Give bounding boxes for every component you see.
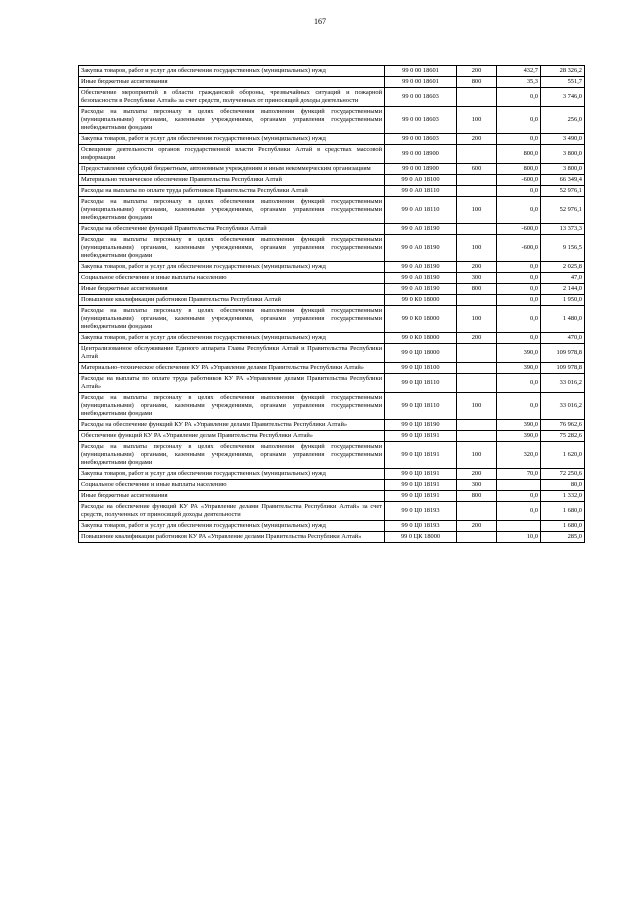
row-expense-type [457, 186, 497, 197]
row-amount-total: 1 480,0 [541, 306, 585, 333]
table-row [79, 469, 585, 480]
row-code: 99 0 Ц0 18110 [385, 374, 457, 393]
row-name: Материально техническое обеспечение Правительства Республики Алтай [79, 175, 385, 186]
row-code: 99 0 Ц0 18191 [385, 480, 457, 491]
row-amount-total: 1 950,0 [541, 295, 585, 306]
row-amount-total: 9 156,5 [541, 235, 585, 262]
row-code: 99 0 Ц0 18191 [385, 491, 457, 502]
row-name: Социальное обеспечение и иные выплаты населению [79, 273, 385, 284]
row-amount-change [497, 521, 541, 532]
row-expense-type [457, 88, 497, 107]
page-number: 167 [314, 17, 326, 26]
row-amount-change: 0,0 [497, 393, 541, 420]
row-name: Закупка товаров, работ и услуг для обеспечения государственных (муниципальных) нужд [79, 333, 385, 344]
row-expense-type: 100 [457, 197, 497, 224]
row-amount-total: 28 326,2 [541, 66, 585, 77]
row-amount-total: 75 282,6 [541, 431, 585, 442]
row-amount-total: 3 800,0 [541, 145, 585, 164]
row-code: 99 0 00 18900 [385, 145, 457, 164]
row-expense-type [457, 532, 497, 543]
table-row [79, 431, 585, 442]
row-name: Иные бюджетные ассигнования [79, 77, 385, 88]
row-amount-total: 256,0 [541, 107, 585, 134]
row-name: Обеспечение мероприятий в области гражданской обороны, чрезвычайных ситуаций и пожарной безопасности в Республике Алтай» за счет средств, полученных от приносящей доходы деятельности [79, 88, 385, 107]
row-amount-total: 1 680,0 [541, 502, 585, 521]
row-name: Материально–техническое обеспечение КУ РА «Управление делами Правительства Республики Алтай» [79, 363, 385, 374]
table-row [79, 224, 585, 235]
row-expense-type: 200 [457, 262, 497, 273]
row-expense-type: 100 [457, 235, 497, 262]
row-name: Иные бюджетные ассигнования [79, 491, 385, 502]
table-row [79, 66, 585, 77]
row-amount-change: 0,0 [497, 491, 541, 502]
row-code: 99 0 00 18603 [385, 134, 457, 145]
row-amount-change: 0,0 [497, 502, 541, 521]
row-amount-change: 800,0 [497, 164, 541, 175]
row-name: Обеспечение функций КУ РА «Управление делам Правительства Республики Алтай» [79, 431, 385, 442]
row-amount-change: 35,3 [497, 77, 541, 88]
row-name: Расходы на выплаты персоналу в целях обеспечения выполнения функций государственными (муниципальными) органами, казенными учреждениями, органами управления государственными внебюджетными фондами [79, 197, 385, 224]
row-amount-change: 432,7 [497, 66, 541, 77]
table-row [79, 284, 585, 295]
row-amount-total: 3 800,0 [541, 164, 585, 175]
table-row [79, 164, 585, 175]
row-amount-change: 70,0 [497, 469, 541, 480]
row-code: 99 0 А0 18190 [385, 224, 457, 235]
row-amount-total: 47,0 [541, 273, 585, 284]
row-code: 99 0 А0 18190 [385, 284, 457, 295]
row-amount-total: 52 976,1 [541, 186, 585, 197]
table-row [79, 186, 585, 197]
row-expense-type: 800 [457, 491, 497, 502]
table-row [79, 393, 585, 420]
table-row [79, 107, 585, 134]
row-amount-total: 1 620,0 [541, 442, 585, 469]
row-name: Расходы на выплаты по оплате труда работников КУ РА «Управление делами Правительства Республики Алтай» [79, 374, 385, 393]
row-name: Социальное обеспечение и иные выплаты населению [79, 480, 385, 491]
table-row [79, 197, 585, 224]
row-amount-total: 33 016,2 [541, 374, 585, 393]
row-amount-total: 551,7 [541, 77, 585, 88]
row-amount-change: 0,0 [497, 273, 541, 284]
row-name: Повышение квалификации работников Правительства Республики Алтай [79, 295, 385, 306]
row-expense-type [457, 295, 497, 306]
row-expense-type [457, 363, 497, 374]
row-code: 99 0 ЦК 18000 [385, 532, 457, 543]
row-expense-type: 100 [457, 107, 497, 134]
row-amount-change: 0,0 [497, 134, 541, 145]
row-expense-type: 300 [457, 480, 497, 491]
row-code: 99 0 К0 18000 [385, 295, 457, 306]
row-expense-type: 200 [457, 66, 497, 77]
row-code: 99 0 00 18603 [385, 107, 457, 134]
row-expense-type: 800 [457, 284, 497, 295]
row-name: Расходы на выплаты персоналу в целях обеспечения выполнения функций государственными (муниципальными) органами, казенными учреждениями, органами управления государственными внебюджетными фондами [79, 442, 385, 469]
row-amount-change: 0,0 [497, 186, 541, 197]
table-row [79, 442, 585, 469]
row-amount-total: 470,0 [541, 333, 585, 344]
row-code: 99 0 А0 18190 [385, 235, 457, 262]
table-row [79, 480, 585, 491]
row-amount-total: 52 976,1 [541, 197, 585, 224]
row-amount-change: 390,0 [497, 420, 541, 431]
row-amount-change: 0,0 [497, 262, 541, 273]
row-amount-total: 2 025,8 [541, 262, 585, 273]
row-amount-change: 320,0 [497, 442, 541, 469]
row-expense-type [457, 374, 497, 393]
row-amount-change: -600,0 [497, 175, 541, 186]
row-expense-type [457, 502, 497, 521]
table-row [79, 262, 585, 273]
row-amount-change: 390,0 [497, 431, 541, 442]
row-amount-total: 109 978,8 [541, 344, 585, 363]
row-amount-change: -600,0 [497, 224, 541, 235]
row-code: 99 0 00 18900 [385, 164, 457, 175]
table-row [79, 333, 585, 344]
row-name: Расходы на обеспечение функций КУ РА «Управление делами Правительства Республики Алтай» [79, 420, 385, 431]
row-amount-total: 3 490,0 [541, 134, 585, 145]
row-amount-change: 0,0 [497, 197, 541, 224]
row-code: 99 0 Ц0 18191 [385, 469, 457, 480]
row-amount-change: 0,0 [497, 333, 541, 344]
row-code: 99 0 А0 18110 [385, 186, 457, 197]
row-amount-total: 1 332,0 [541, 491, 585, 502]
row-code: 99 0 00 18601 [385, 77, 457, 88]
row-name: Закупка товаров, работ и услуг для обеспечения государственных (муниципальных) нужд [79, 134, 385, 145]
table-row [79, 521, 585, 532]
row-code: 99 0 А0 18100 [385, 175, 457, 186]
row-amount-change: 0,0 [497, 88, 541, 107]
row-amount-change: -600,0 [497, 235, 541, 262]
row-code: 99 0 К0 18000 [385, 333, 457, 344]
row-expense-type [457, 420, 497, 431]
row-expense-type [457, 224, 497, 235]
table-row [79, 502, 585, 521]
row-amount-total: 13 373,3 [541, 224, 585, 235]
row-amount-total: 109 978,8 [541, 363, 585, 374]
budget-table [78, 65, 585, 543]
table-row [79, 363, 585, 374]
row-amount-change: 0,0 [497, 284, 541, 295]
row-name: Расходы на выплаты персоналу в целях обеспечения выполнения функций государственными (муниципальными) органами, казенными учреждениями, органами управления государственными внебюджетными фондами [79, 235, 385, 262]
row-expense-type [457, 175, 497, 186]
row-expense-type: 300 [457, 273, 497, 284]
row-expense-type: 200 [457, 521, 497, 532]
table-row [79, 295, 585, 306]
row-expense-type: 800 [457, 77, 497, 88]
table-row [79, 306, 585, 333]
row-amount-total: 285,0 [541, 532, 585, 543]
row-code: 99 0 Ц0 18000 [385, 344, 457, 363]
row-code: 99 0 Ц0 18191 [385, 431, 457, 442]
row-name: Закупка товаров, работ и услуг для обеспечения государственных (муниципальных) нужд [79, 66, 385, 77]
table-row [79, 273, 585, 284]
row-amount-total: 1 680,0 [541, 521, 585, 532]
table-row [79, 420, 585, 431]
row-expense-type: 100 [457, 306, 497, 333]
row-code: 99 0 Ц0 18110 [385, 393, 457, 420]
row-code: 99 0 Ц0 18191 [385, 442, 457, 469]
row-name: Централизованное обслуживание Единого аппарата Главы Республики Алтай и Правительства Республики Алтай [79, 344, 385, 363]
row-expense-type: 200 [457, 134, 497, 145]
row-name: Расходы на выплаты персоналу в целях обеспечения выполнения функций государственными (муниципальными) органами, казенными учреждениями, органами управления государственными внебюджетными фондами [79, 306, 385, 333]
row-expense-type [457, 344, 497, 363]
table-row [79, 175, 585, 186]
row-expense-type [457, 145, 497, 164]
row-name: Закупка товаров, работ и услуг для обеспечения государственных (муниципальных) нужд [79, 262, 385, 273]
row-name: Расходы на выплаты по оплате труда работников Правительства Республики Алтай [79, 186, 385, 197]
row-code: 99 0 Ц0 18193 [385, 502, 457, 521]
table-row [79, 374, 585, 393]
row-code: 99 0 К0 18000 [385, 306, 457, 333]
row-code: 99 0 Ц0 18100 [385, 363, 457, 374]
row-expense-type [457, 431, 497, 442]
row-name: Расходы на обеспечение функций КУ РА «Управление делами Правительства Республики Алтай» за счет средств, полученных от приносящей доходы деятельности [79, 502, 385, 521]
row-amount-change: 390,0 [497, 363, 541, 374]
row-code: 99 0 А0 18190 [385, 273, 457, 284]
row-amount-change: 0,0 [497, 374, 541, 393]
row-name: Иные бюджетные ассигнования [79, 284, 385, 295]
table-row [79, 532, 585, 543]
row-amount-change [497, 480, 541, 491]
row-amount-change: 0,0 [497, 107, 541, 134]
table-row [79, 145, 585, 164]
row-amount-total: 80,0 [541, 480, 585, 491]
row-name: Предоставление субсидий бюджетным, автономным учреждениям и иным некоммерческим организациям [79, 164, 385, 175]
row-amount-total: 2 144,0 [541, 284, 585, 295]
table-row [79, 134, 585, 145]
row-code: 99 0 Ц0 18193 [385, 521, 457, 532]
row-name: Закупка товаров, работ и услуг для обеспечения государственных (муниципальных) нужд [79, 469, 385, 480]
row-code: 99 0 Ц0 18190 [385, 420, 457, 431]
row-name: Повышение квалификации работников КУ РА «Управление делами Правительства Республики Алтай» [79, 532, 385, 543]
row-amount-total: 66 349,4 [541, 175, 585, 186]
row-name: Расходы на выплаты персоналу в целях обеспечения выполнения функций государственными (муниципальными) органами, казенными учреждениями, органами управления государственными внебюджетными фондами [79, 107, 385, 134]
row-amount-change: 0,0 [497, 295, 541, 306]
row-amount-total: 33 016,2 [541, 393, 585, 420]
row-code: 99 0 00 18603 [385, 88, 457, 107]
row-amount-change: 800,0 [497, 145, 541, 164]
row-code: 99 0 00 18601 [385, 66, 457, 77]
row-expense-type: 200 [457, 469, 497, 480]
row-code: 99 0 А0 18190 [385, 262, 457, 273]
row-amount-total: 76 962,6 [541, 420, 585, 431]
row-expense-type: 200 [457, 333, 497, 344]
row-amount-total: 72 250,6 [541, 469, 585, 480]
table-row [79, 491, 585, 502]
row-name: Закупка товаров, работ и услуг для обеспечения государственных (муниципальных) нужд [79, 521, 385, 532]
row-name: Расходы на выплаты персоналу в целях обеспечения выполнения функций государственными (муниципальными) органами, казенными учреждениями, органами управления государственными внебюджетными фондами [79, 393, 385, 420]
table-row [79, 88, 585, 107]
row-name: Расходы на обеспечение функций Правительства Республики Алтай [79, 224, 385, 235]
row-amount-total: 3 746,0 [541, 88, 585, 107]
table-row [79, 77, 585, 88]
row-amount-change: 0,0 [497, 306, 541, 333]
row-amount-change: 390,0 [497, 344, 541, 363]
row-expense-type: 100 [457, 393, 497, 420]
row-code: 99 0 А0 18110 [385, 197, 457, 224]
row-expense-type: 600 [457, 164, 497, 175]
row-amount-change: 10,0 [497, 532, 541, 543]
table-row [79, 344, 585, 363]
table-row [79, 235, 585, 262]
row-name: Освещение деятельности органов государственной власти Республики Алтай в средствах массовой информации [79, 145, 385, 164]
row-expense-type: 100 [457, 442, 497, 469]
